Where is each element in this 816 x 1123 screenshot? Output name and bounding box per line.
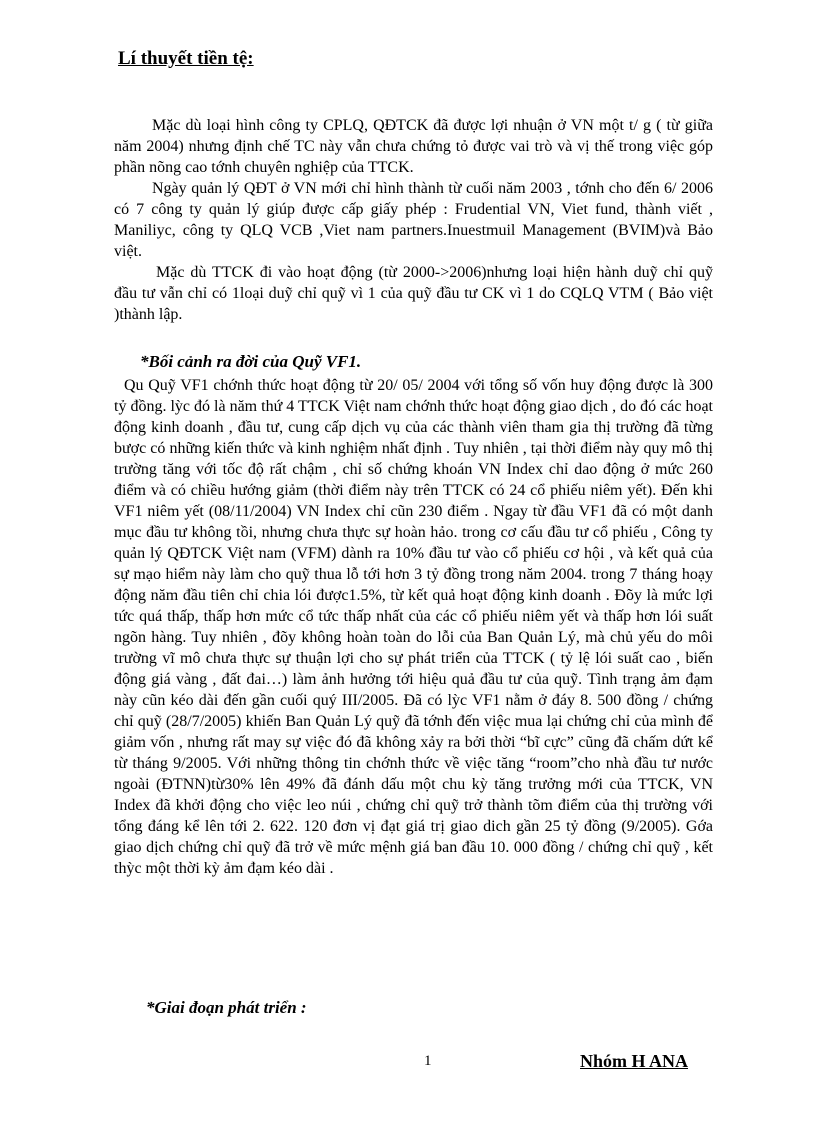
background-paragraph: Qu Quỹ VF1 chớnh thức hoạt động từ 20/ 05/ 2004 với tổng số vốn huy động được là 300 tỷ đồng. lỳc đó là năm thứ 4 TTCK Việt nam chớnh thức hoạt động giao dịch , do đó các hoạt động kinh doanh , đầu tư, cung cấp dịch vụ của các thành viên tham gia thị trường đã từng bược có những kiến thức và kinh nghiệm nhất định . Tuy nhiên , tại thời điểm này quy mô thị trường tăng với tốc độ rất chậm , chỉ số chứng khoán VN Index chỉ dao động ở mức 260 điểm và có chiều hướng giảm (thời điểm này trên TTCK có 24 cổ phiếu niêm yết). Đến khi VF1 niêm yết (08/11/2004) VN Index chỉ cũn 230 điểm . Ngay từ đầu VF1 đã có một danh mục đầu tư không tồi, nhưng chưa thực sự hoàn hảo. trong cơ cấu đầu tư cổ phiếu , Công ty quản lý QĐTCK Việt nam (VFM) dành ra 10% đầu tư vào cổ phiếu cơ hội , và kết quả của sự mạo hiểm này làm cho quỹ thua lỗ tới hơn 3 tỷ đồng trong năm 2004. trong 7 tháng hoạy động năm đầu tiên chỉ chia lói được1.5%, từ kết quả hoạt động kinh doanh . Đõy là mức lợi tức quá thấp, thấp hơn mức cổ tức thấp nhất của các cổ phiếu niêm yết và thấp hơn lói suất ngõn hàng. Tuy nhiên , đõy không hoàn toàn do lỗi của Ban Quản Lý, mà chủ yếu do môi trường vĩ mô chưa thực sự thuận lợi cho sự phát triển của TTCK ( tỷ lệ lói suất cao , biến động giá vàng , đất đai…) làm ảnh hưởng tới hiệu quả đầu tư của quỹ. Tình trạng ảm đạm này cũn kéo dài đến gần cuối quý III/2005. Đã có lỳc VF1 nằm ở đáy 8. 500 đồng / chứng chỉ quỹ (28/7/2005) khiến Ban Quản Lý quỹ đã tớnh đến việc mua lại chứng chỉ của mình để giảm vốn , nhưng rất may sự việc đó đã không xảy ra bởi thời “bĩ cực” cũng đã chấm dứt kể từ tháng 9/2005. Với những thông tin chớnh thức về việc tăng “room”cho nhà đầu tư nước ngoài (ĐTNN)từ30% lên 49% đã đánh dấu một chu kỳ tăng trưởng mới của TTCK, VN Index đã khởi động cho việc leo núi , chứng chỉ quỹ trở thành tõm điểm của thị trường với tổng đáng kể lên tới 2. 622. 120 đơn vị đạt giá trị giao dich gần 25 tỷ đồng (9/2005). Gớa giao dịch chứng chỉ quỹ đã trở về mức mệnh giá ban đầu 10. 000 đồng / chứng chỉ quỹ , kết thỳc một thời kỳ ảm đạm kéo dài .: [114, 377, 713, 877]
group-name: Nhóm H ANA: [580, 1051, 689, 1071]
intro-paragraph-2: Ngày quản lý QĐT ở VN mới chỉ hình thành từ cuối năm 2003 , tớnh cho đến 6/ 2006 có 7 công ty quản lý giúp được cấp giấy phép : Frudential VN, Viet fund, thành viết , Maniliyc, công ty QLQ VCB ,Viet nam partners.Inuestmuil Management (BVIM)và Bảo việt.: [114, 180, 713, 260]
intro-section: [114, 115, 713, 325]
intro-paragraph-3: Mặc dù TTCK đi vào hoạt động (từ 2000->2006)nhưng loại hiện hành duỹ chỉ quỹ đầu tư vẫn chỉ có 1loại duỹ chỉ quỹ vì 1 của quỹ đầu tư CK vì 1 do CQLQ VTM ( Bảo việt )thành lập.: [114, 264, 713, 323]
background-section: [114, 375, 713, 879]
section-heading-development: *Giai đoạn phát triển :: [146, 998, 307, 1017]
section-heading-background: *Bối cảnh ra đời của Quỹ VF1.: [140, 352, 362, 371]
page-title: Lí thuyết tiền tệ:: [118, 48, 254, 69]
page-number: 1: [424, 1053, 432, 1069]
intro-paragraph-1: Mặc dù loại hình công ty CPLQ, QĐTCK đã được lợi nhuận ở VN một t/ g ( từ giữa năm 2004) nhưng định chế TC này vẫn chưa chứng tỏ được vai trò và vị thế trong việc góp phần nõng cao tớnh chuyên nghiệp của TTCK.: [114, 117, 713, 176]
